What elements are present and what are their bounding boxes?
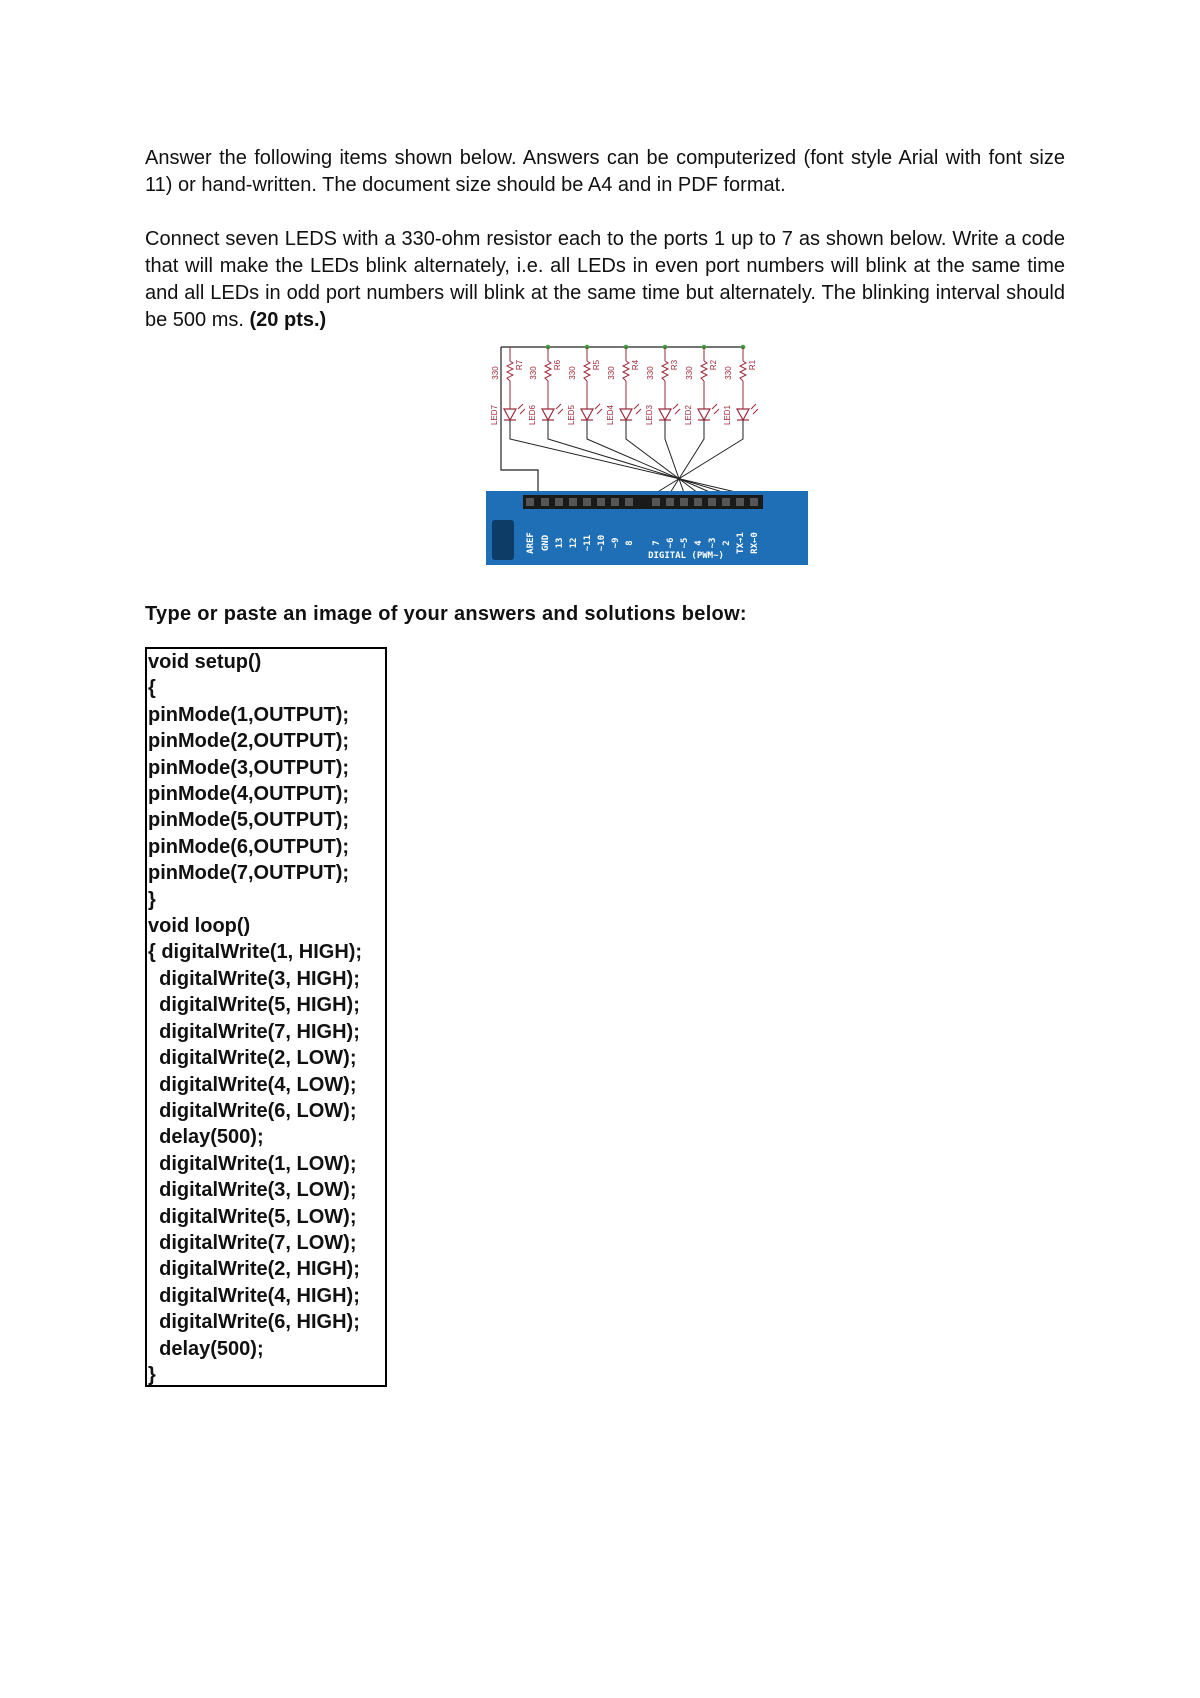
pin-label: TX→1 — [736, 532, 746, 554]
points-label: (20 pts.) — [249, 309, 327, 331]
led-to-pin-wire — [587, 420, 712, 499]
resistor-name-label: R2 — [709, 359, 718, 371]
code-line: } — [148, 1363, 156, 1386]
pin-label: 8 — [625, 540, 635, 546]
led-symbol — [698, 409, 710, 420]
code-line: digitalWrite(5, HIGH); — [148, 994, 360, 1017]
pin-label: ~6 — [666, 537, 676, 549]
code-line: digitalWrite(1, LOW); — [148, 1152, 357, 1175]
code-line: digitalWrite(2, HIGH); — [148, 1258, 360, 1281]
led-symbol — [737, 409, 749, 420]
pin-label: ~11 — [583, 534, 593, 552]
led-symbol — [504, 409, 516, 420]
code-line: digitalWrite(3, HIGH); — [148, 967, 360, 990]
code-line: { digitalWrite(1, HIGH); — [148, 941, 363, 964]
resistor-name-label: R4 — [631, 359, 640, 371]
intro-paragraph: Answer the following items shown below. Answers can be computerized (font style Arial with font size 11) or hand-written. The document size should be A4 and in PDF format. — [145, 147, 1065, 196]
led-name-label: LED5 — [567, 404, 576, 426]
led-name-label: LED1 — [723, 404, 732, 426]
code-line: pinMode(4,OUTPUT); — [148, 783, 350, 806]
board-digital-label: DIGITAL (PWM~) — [648, 551, 724, 561]
code-line: digitalWrite(6, LOW); — [148, 1099, 357, 1122]
led-light-arrow — [751, 404, 758, 414]
pin-label: 7 — [652, 540, 662, 546]
code-line: void setup() — [148, 651, 262, 673]
resistor-symbol — [662, 361, 668, 381]
led-name-label: LED3 — [645, 404, 654, 426]
resistor-value-label: 330 — [685, 366, 694, 380]
pin-label: 4 — [694, 540, 704, 546]
circuit-diagram — [486, 343, 808, 565]
led-symbol — [581, 409, 593, 420]
resistor-symbol — [545, 361, 551, 381]
led-to-pin-wire — [626, 420, 698, 499]
circuit-svg — [486, 343, 808, 565]
code-answer-box — [145, 647, 387, 1387]
resistor-name-label: R3 — [670, 359, 679, 371]
header-pin — [652, 498, 660, 506]
header-pin — [750, 498, 758, 506]
header-pin — [625, 498, 633, 506]
code-line: void loop() — [148, 915, 251, 938]
resistor-name-label: R5 — [592, 359, 601, 371]
resistor-value-label: 330 — [529, 366, 538, 380]
led-name-label: LED4 — [606, 404, 615, 426]
resistor-name-label: R6 — [553, 359, 562, 371]
code-line: digitalWrite(6, HIGH); — [148, 1311, 360, 1334]
code-line: pinMode(5,OUTPUT); — [148, 809, 350, 832]
led-light-arrow — [673, 404, 680, 414]
resistor-symbol — [701, 361, 707, 381]
code-line: digitalWrite(7, LOW); — [148, 1231, 357, 1254]
header-pin — [680, 498, 688, 506]
code-line: digitalWrite(4, LOW); — [148, 1073, 357, 1096]
resistor-value-label: 330 — [646, 366, 655, 380]
led-name-label: LED6 — [528, 404, 537, 426]
header-pin — [541, 498, 549, 506]
answer-heading: Type or paste an image of your answers and solutions below: — [145, 603, 747, 625]
led-symbol — [620, 409, 632, 420]
resistor-name-label: R1 — [748, 359, 757, 371]
code-line: digitalWrite(5, LOW); — [148, 1205, 357, 1228]
pin-label: ~3 — [708, 537, 718, 549]
code-line: delay(500); — [148, 1126, 264, 1149]
resistor-symbol — [584, 361, 590, 381]
resistor-symbol — [740, 361, 746, 381]
resistor-value-label: 330 — [607, 366, 616, 380]
pin-label: ~5 — [680, 537, 690, 549]
header-pin — [611, 498, 619, 506]
led-light-arrow — [518, 404, 525, 414]
led-name-label: LED7 — [490, 404, 499, 426]
header-pin — [569, 498, 577, 506]
pin-label: AREF — [526, 532, 536, 554]
pin-label: ~9 — [611, 537, 621, 549]
code-line: digitalWrite(3, LOW); — [148, 1179, 357, 1202]
resistor-name-label: R7 — [515, 359, 524, 371]
board-connector — [492, 520, 514, 560]
resistor-symbol — [507, 361, 513, 381]
code-line: } — [148, 888, 156, 911]
code-line: pinMode(7,OUTPUT); — [148, 862, 350, 885]
pin-label: 2 — [722, 540, 732, 546]
pin-label: RX←0 — [750, 532, 760, 554]
code-line: pinMode(3,OUTPUT); — [148, 756, 350, 779]
code-line: digitalWrite(4, HIGH); — [148, 1284, 360, 1307]
code-line: pinMode(1,OUTPUT); — [148, 703, 350, 726]
led-light-arrow — [712, 404, 719, 414]
code-line: pinMode(6,OUTPUT); — [148, 835, 350, 858]
header-pin — [694, 498, 702, 506]
code-line: delay(500); — [148, 1337, 264, 1360]
resistor-value-label: 330 — [491, 366, 500, 380]
header-pin — [666, 498, 674, 506]
pin-label: 13 — [555, 537, 565, 549]
header-pin — [722, 498, 730, 506]
led-symbol — [542, 409, 554, 420]
code-line: { — [148, 677, 156, 700]
code-line: digitalWrite(2, LOW); — [148, 1047, 357, 1070]
header-pin — [583, 498, 591, 506]
led-light-arrow — [556, 404, 563, 414]
header-pin — [597, 498, 605, 506]
header-pin — [736, 498, 744, 506]
led-symbol — [659, 409, 671, 420]
pin-label: GND — [541, 534, 551, 552]
led-light-arrow — [595, 404, 602, 414]
header-pin — [526, 498, 534, 506]
code-line: pinMode(2,OUTPUT); — [148, 730, 350, 753]
problem-paragraph — [145, 226, 1065, 334]
led-to-pin-wire — [665, 420, 684, 499]
resistor-value-label: 330 — [724, 366, 733, 380]
led-name-label: LED2 — [684, 404, 693, 426]
led-light-arrow — [634, 404, 641, 414]
pin-label: 12 — [569, 537, 579, 549]
header-pin — [555, 498, 563, 506]
problem-text: Connect seven LEDS with a 330-ohm resistor each to the ports 1 up to 7 as shown below. Write a code that will make the LEDs blink alternately, i.e. all LEDs in even port numbers will blink at the same time and all LEDs in odd port numbers will blink at the same time but alternately. The blinking interval should be 500 ms. — [145, 228, 1065, 331]
code-line: digitalWrite(7, HIGH); — [148, 1020, 360, 1043]
pin-label: ~10 — [597, 534, 607, 552]
resistor-symbol — [623, 361, 629, 381]
resistor-value-label: 330 — [568, 366, 577, 380]
header-pin — [708, 498, 716, 506]
